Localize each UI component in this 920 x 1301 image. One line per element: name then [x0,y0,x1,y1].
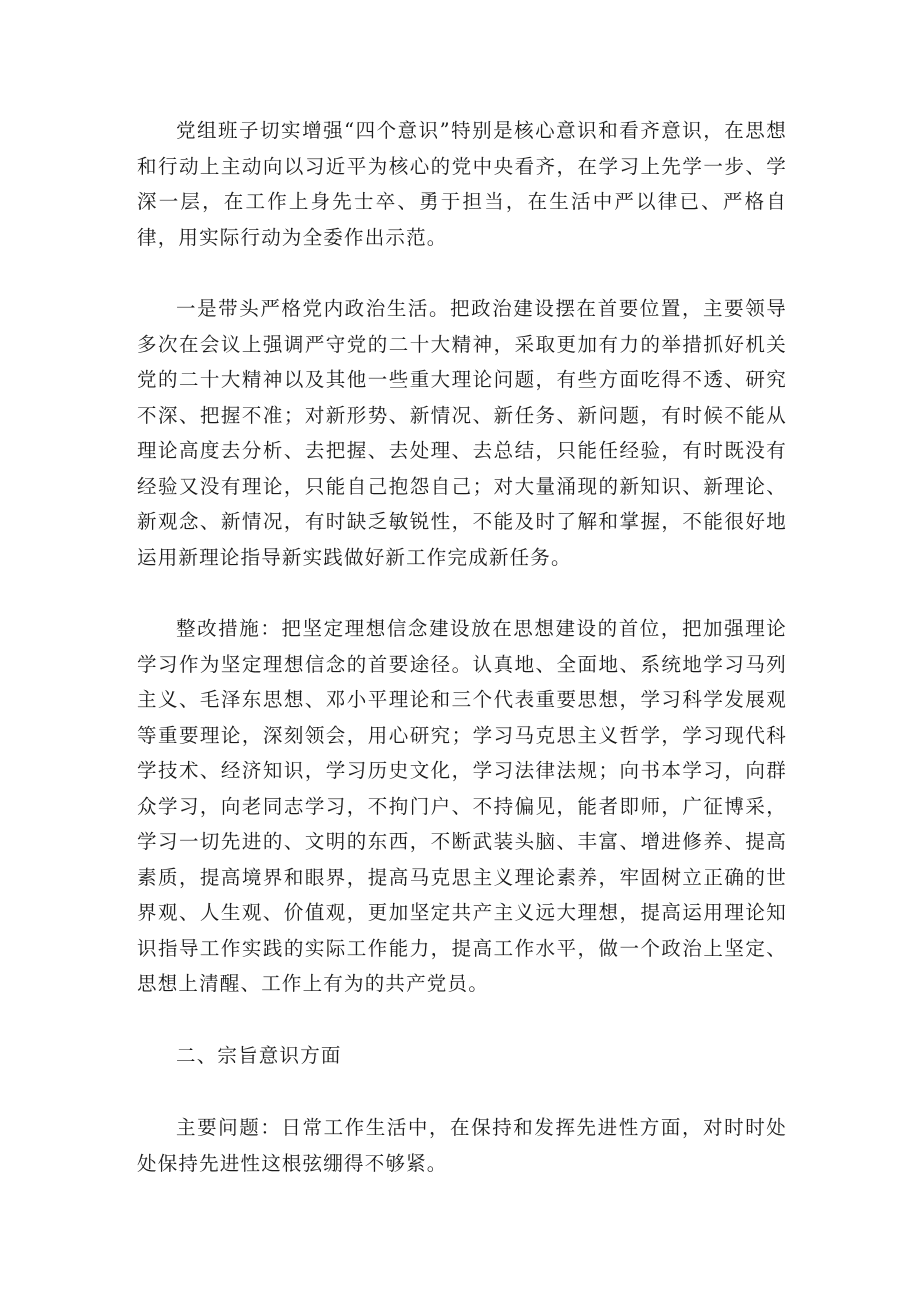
document-page [137,113,787,1181]
paragraph-political-life: 一是带头严格党内政治生活。把政治建设摆在首要位置，主要领导多次在会议上强调严守党的二十大精神，采取更加有力的举措抓好机关党的二十大精神以及其他一些重大理论问题，有些方面吃得不透、研究不深、把握不准；对新形势、新情况、新任务、新问题，有时候不能从理论高度去分析、去把握、去处理、去总结，只能任经验，有时既没有经验又没有理论，只能自己抱怨自己；对大量涌现的新知识、新理论、新观念、新情况，有时缺乏敏锐性，不能及时了解和掌握，不能很好地运用新理论指导新实践做好新工作完成新任务。 [137,297,787,569]
paragraph-team-awareness: 党组班子切实增强“四个意识”特别是核心意识和看齐意识，在思想和行动上主动向以习近平为核心的党中央看齐，在学习上先学一步、学深一层，在工作上身先士卒、勇于担当，在生活中严以律已、严格自律，用实际行动为全委作出示范。 [137,119,787,249]
paragraph-rectification-measures: 整改措施：把坚定理想信念建设放在思想建设的首位，把加强理论学习作为坚定理想信念的首要途径。认真地、全面地、系统地学习马列主义、毛泽东思想、邓小平理论和三个代表重要思想，学习科学发展观等重要理论，深刻领会，用心研究；学习马克思主义哲学，学习现代科学技术、经济知识，学习历史文化，学习法律法规；向书本学习，向群众学习，向老同志学习，不拘门户、不持偏见，能者即师，广征博采，学习一切先进的、文明的东西，不断武装头脑、丰富、增进修养、提高素质，提高境界和眼界，提高马克思主义理论素养，牢固树立正确的世界观、人生观、价值观，更加坚定共产主义远大理想，提高运用理论知识指导工作实践的实际工作能力，提高工作水平，做一个政治上坚定、思想上清醒、工作上有为的共产党员。 [137,617,787,995]
section-heading: 二、宗旨意识方面 [176,1043,342,1067]
paragraph-main-problem: 主要问题：日常工作生活中，在保持和发挥先进性方面，对时时处处保持先进性这根弦绷得不够紧。 [137,1116,787,1175]
